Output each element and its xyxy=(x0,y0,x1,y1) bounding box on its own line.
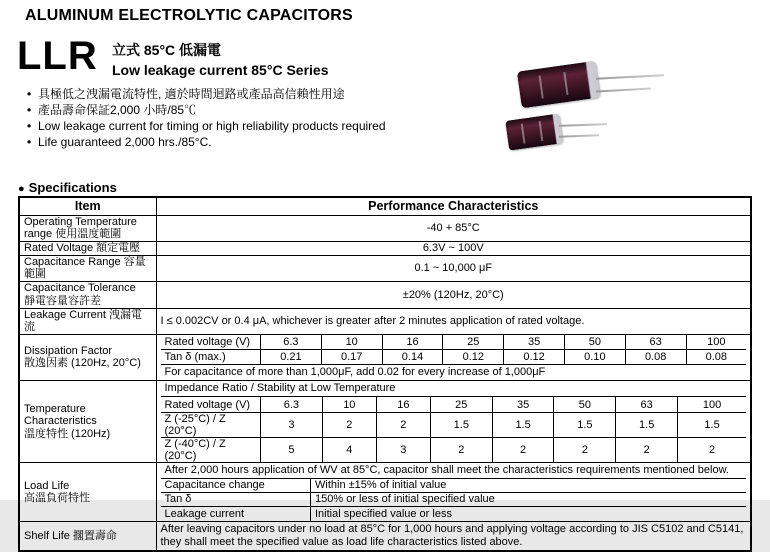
capacitor-print-mark xyxy=(564,72,569,96)
impedance-ratio-title: Impedance Ratio / Stability at Low Temperature xyxy=(161,381,747,397)
voltage-cell: 6.3 xyxy=(261,397,323,413)
voltage-cell: 50 xyxy=(564,335,625,350)
page-title: ALUMINUM ELECTROLYTIC CAPACITORS xyxy=(25,7,353,24)
z40-value-cell: 2 xyxy=(616,438,678,463)
z25-value-cell: 1.5 xyxy=(554,413,616,438)
voltage-cell: 35 xyxy=(492,397,554,413)
z40-value-cell: 2 xyxy=(554,438,616,463)
temperature-subtable-cell xyxy=(156,380,751,463)
voltage-cell: 10 xyxy=(321,335,382,350)
dissipation-factor-subtable xyxy=(161,335,747,380)
tan-value-cell: 0.12 xyxy=(504,350,565,365)
tan-value-cell: 0.12 xyxy=(443,350,504,365)
series-subtitle xyxy=(112,40,328,78)
subtable-row-capacitance-change xyxy=(161,478,747,492)
row-value: 0.1 ~ 10,000 μF xyxy=(156,255,751,281)
row-label: Capacitance Tolerance 靜電容量容許差 xyxy=(19,281,156,308)
dissipation-note: For capacitance of more than 1,000μF, add 0.02 for every increase of 1,000μF xyxy=(161,365,747,380)
table-row-load-life xyxy=(19,463,751,522)
capacitor-print-mark xyxy=(539,121,544,140)
row-value: ±20% (120Hz, 20°C) xyxy=(156,281,751,308)
table-row-operating-temperature xyxy=(19,215,751,241)
table-row-shelf-life xyxy=(19,522,751,552)
series-code: LLR xyxy=(17,34,98,78)
capacitor-print-mark xyxy=(521,124,526,143)
table-row-capacitance-range xyxy=(19,255,751,281)
bullet-icon: • xyxy=(27,135,32,149)
feature-bullet-list xyxy=(27,86,386,150)
column-header-performance: Performance Characteristics xyxy=(156,197,751,215)
load-life-subtable-cell xyxy=(156,463,751,522)
sub-row-label: Tan δ (max.) xyxy=(161,350,261,365)
subtable-row-rated-voltage xyxy=(161,397,747,413)
z25-value-cell: 1.5 xyxy=(430,413,492,438)
subtable-row-impedance-title xyxy=(161,381,747,397)
z40-value-cell: 5 xyxy=(261,438,323,463)
subtable-row-leakage-current xyxy=(161,506,747,521)
sub-row-label: Leakage current xyxy=(161,506,311,521)
capacitor-lead xyxy=(559,123,607,127)
tan-value-cell: 0.17 xyxy=(321,350,382,365)
z40-value-cell: 2 xyxy=(678,438,746,463)
capacitor-lead xyxy=(596,74,664,80)
tan-value-cell: 0.08 xyxy=(625,350,686,365)
voltage-cell: 16 xyxy=(376,397,430,413)
bullet-icon: ● xyxy=(18,183,25,195)
row-label: Capacitance Range 容量範圍 xyxy=(19,255,156,281)
table-row-capacitance-tolerance xyxy=(19,281,751,308)
feature-bullet: • Low leakage current for timing or high reliability products required xyxy=(27,119,386,133)
sub-row-label: Rated voltage (V) xyxy=(161,397,261,413)
row-label: Rated Voltage 額定電壓 xyxy=(19,241,156,255)
specifications-heading: ● Specifications xyxy=(18,180,117,195)
subtable-row-z-minus40 xyxy=(161,438,747,463)
bullet-icon: • xyxy=(27,87,32,101)
z25-value-cell: 1.5 xyxy=(492,413,554,438)
specifications-table xyxy=(18,196,752,552)
capacitor-photo-large xyxy=(517,61,601,109)
table-row-dissipation-factor xyxy=(19,334,751,380)
capacitor-lead xyxy=(596,88,651,93)
row-value: After leaving capacitors under no load at 85°C for 1,000 hours and applying voltage according to JIS C5102 and C5141, they shall meet the specified value as load life characteristics listed above. xyxy=(156,522,751,552)
voltage-cell: 35 xyxy=(504,335,565,350)
subtable-row-note xyxy=(161,365,747,380)
capacitor-photo-small xyxy=(505,113,564,150)
sub-row-label: Capacitance change xyxy=(161,478,311,492)
row-label: Load Life 高溫負荷特性 xyxy=(19,463,156,522)
sub-row-label: Tan δ xyxy=(161,492,311,506)
sub-row-value: Initial specified value or less xyxy=(311,506,747,521)
tan-value-cell: 0.08 xyxy=(686,350,746,365)
voltage-cell: 50 xyxy=(554,397,616,413)
voltage-cell: 100 xyxy=(686,335,746,350)
feature-bullet: • 產品壽命保証2,000 小時/85℃ xyxy=(27,103,197,117)
voltage-cell: 25 xyxy=(430,397,492,413)
subtable-row-tan-delta xyxy=(161,492,747,506)
table-row-temperature-characteristics xyxy=(19,380,751,463)
column-header-item: Item xyxy=(19,197,156,215)
table-row-rated-voltage xyxy=(19,241,751,255)
capacitor-lead xyxy=(559,134,599,137)
voltage-cell: 100 xyxy=(678,397,746,413)
voltage-cell: 16 xyxy=(382,335,443,350)
row-label: Operating Temperature range 使用溫度範圍 xyxy=(19,215,156,241)
feature-bullet: • Life guaranteed 2,000 hrs./85°C. xyxy=(27,135,212,149)
subtable-row-intro xyxy=(161,463,747,478)
subtable-row-rated-voltage xyxy=(161,335,747,350)
voltage-cell: 10 xyxy=(322,397,376,413)
subtable-row-tan-delta xyxy=(161,350,747,365)
bullet-icon: • xyxy=(27,119,32,133)
z25-value-cell: 2 xyxy=(376,413,430,438)
row-value: I ≤ 0.002CV or 0.4 μA, whichever is greater after 2 minutes application of rated voltage. xyxy=(156,308,751,334)
tan-value-cell: 0.14 xyxy=(382,350,443,365)
bullet-icon: • xyxy=(27,103,32,117)
capacitor-print-mark xyxy=(538,75,543,99)
z25-value-cell: 1.5 xyxy=(678,413,746,438)
z40-value-cell: 3 xyxy=(376,438,430,463)
z40-value-cell: 2 xyxy=(430,438,492,463)
sub-row-label: Z (-40°C) / Z (20°C) xyxy=(161,438,261,463)
sub-row-label: Rated voltage (V) xyxy=(161,335,261,350)
row-label: Leakage Current 洩漏電流 xyxy=(19,308,156,334)
load-life-subtable xyxy=(161,463,747,521)
temperature-subtable xyxy=(161,381,747,463)
row-value: -40 + 85°C xyxy=(156,215,751,241)
feature-bullet: • 具極低之洩漏電流特性, 適於時間迴路或產品高信賴性用途 xyxy=(27,87,345,101)
voltage-cell: 6.3 xyxy=(261,335,322,350)
z40-value-cell: 4 xyxy=(322,438,376,463)
sub-row-label: Z (-25°C) / Z (20°C) xyxy=(161,413,261,438)
series-subtitle-en: Low leakage current 85°C Series xyxy=(112,62,329,78)
voltage-cell: 63 xyxy=(616,397,678,413)
table-header-row xyxy=(19,197,751,215)
table-row-leakage-current xyxy=(19,308,751,334)
row-label: Shelf Life 擱置壽命 xyxy=(19,522,156,552)
row-label: Temperature Characteristics 溫度特性 (120Hz) xyxy=(19,380,156,463)
z25-value-cell: 2 xyxy=(322,413,376,438)
tan-value-cell: 0.10 xyxy=(564,350,625,365)
series-subtitle-zh: 立式 85°C 低漏電 xyxy=(112,42,222,58)
row-value: 6.3V ~ 100V xyxy=(156,241,751,255)
subtable-row-z-minus25 xyxy=(161,413,747,438)
load-life-intro: After 2,000 hours application of WV at 85°C, capacitor shall meet the characteristics requirements mentioned below. xyxy=(161,463,747,478)
voltage-cell: 63 xyxy=(625,335,686,350)
z40-value-cell: 2 xyxy=(492,438,554,463)
sub-row-value: Within ±15% of initial value xyxy=(311,478,747,492)
z25-value-cell: 3 xyxy=(261,413,323,438)
tan-value-cell: 0.21 xyxy=(261,350,322,365)
voltage-cell: 25 xyxy=(443,335,504,350)
z25-value-cell: 1.5 xyxy=(616,413,678,438)
dissipation-factor-subtable-cell xyxy=(156,334,751,380)
row-label: Dissipation Factor 散逸因素 (120Hz, 20°C) xyxy=(19,334,156,380)
sub-row-value: 150% or less of initial specified value xyxy=(311,492,747,506)
